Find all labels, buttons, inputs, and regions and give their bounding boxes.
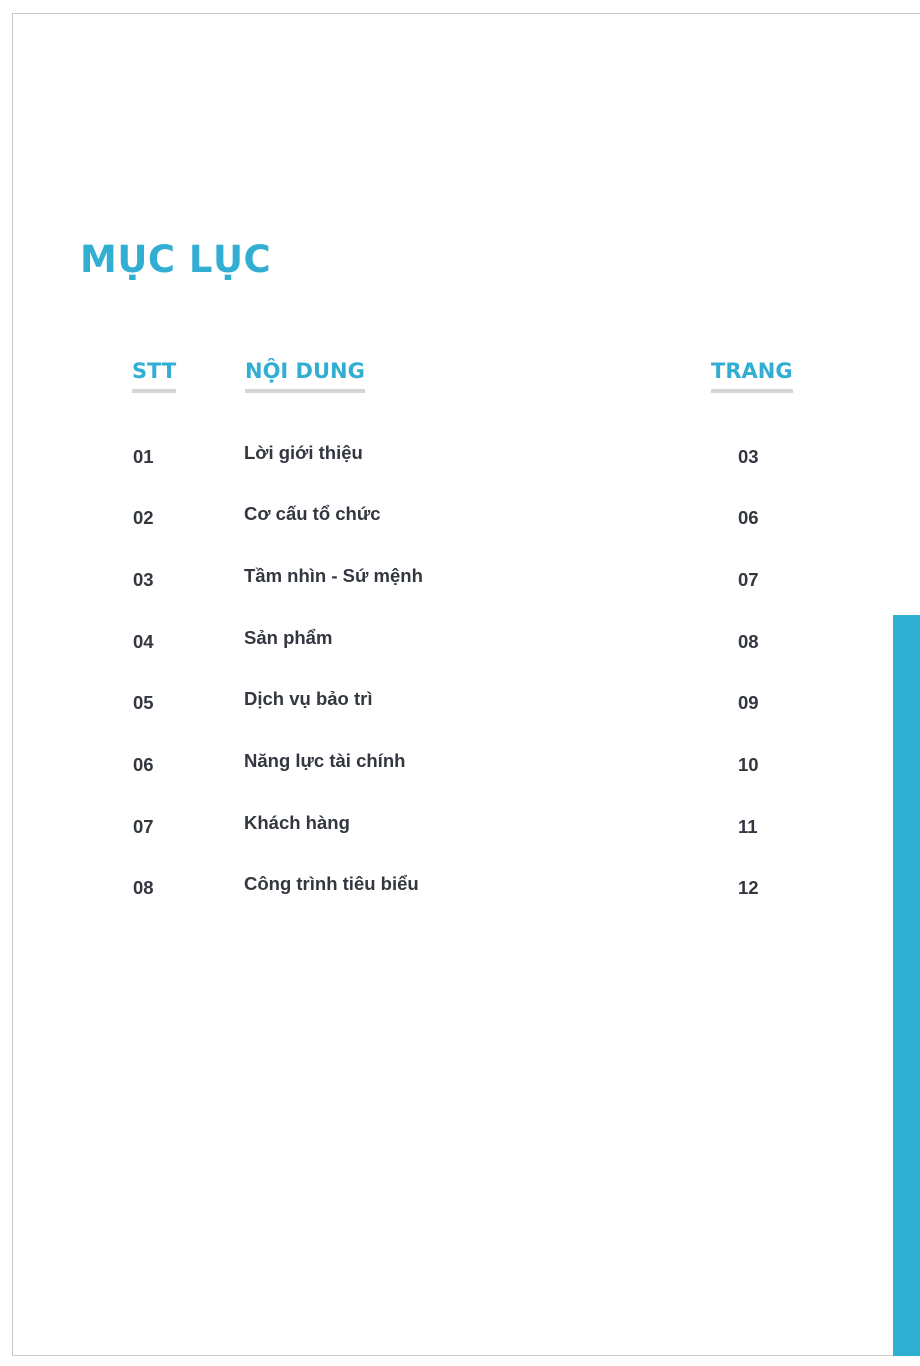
toc-row-page: 10 — [738, 754, 759, 775]
toc-row-page: 08 — [738, 631, 759, 652]
toc-row-page: 12 — [738, 877, 759, 898]
column-header-page: TRANG — [711, 358, 793, 393]
toc-row-label[interactable]: Cơ cấu tổ chức — [244, 503, 381, 524]
toc-row[interactable] — [0, 688, 880, 718]
toc-row-label[interactable]: Khách hàng — [244, 812, 350, 833]
toc-row-label[interactable]: Công trình tiêu biểu — [244, 873, 419, 894]
toc-row-number: 01 — [133, 446, 154, 467]
toc-row[interactable] — [0, 873, 880, 903]
toc-row-page: 11 — [738, 816, 758, 837]
column-header-stt: STT — [132, 358, 176, 393]
document-page — [12, 13, 920, 1356]
toc-row-page: 09 — [738, 692, 759, 713]
accent-sidebar-bar — [893, 615, 920, 1356]
toc-row-page: 07 — [738, 569, 759, 590]
toc-row-label[interactable]: Tầm nhìn - Sứ mệnh — [244, 565, 423, 586]
column-header-content: NỘI DUNG — [245, 358, 365, 393]
page-title: MỤC LỤC — [80, 238, 272, 281]
toc-row[interactable] — [0, 442, 880, 472]
toc-row-label[interactable]: Năng lực tài chính — [244, 750, 406, 771]
toc-row[interactable] — [0, 565, 880, 595]
toc-row-label[interactable]: Sản phẩm — [244, 627, 333, 648]
toc-row-number: 04 — [133, 631, 154, 652]
toc-row-number: 08 — [133, 877, 154, 898]
toc-row[interactable] — [0, 627, 880, 657]
toc-row[interactable] — [0, 750, 880, 780]
toc-row[interactable] — [0, 812, 880, 842]
toc-row-label[interactable]: Dịch vụ bảo trì — [244, 688, 373, 709]
toc-row[interactable] — [0, 503, 880, 533]
toc-row-number: 07 — [133, 816, 154, 837]
toc-row-number: 02 — [133, 507, 154, 528]
toc-row-number: 03 — [133, 569, 154, 590]
toc-row-label[interactable]: Lời giới thiệu — [244, 442, 363, 463]
toc-row-number: 05 — [133, 692, 154, 713]
toc-row-number: 06 — [133, 754, 154, 775]
toc-row-page: 03 — [738, 446, 759, 467]
toc-row-page: 06 — [738, 507, 759, 528]
